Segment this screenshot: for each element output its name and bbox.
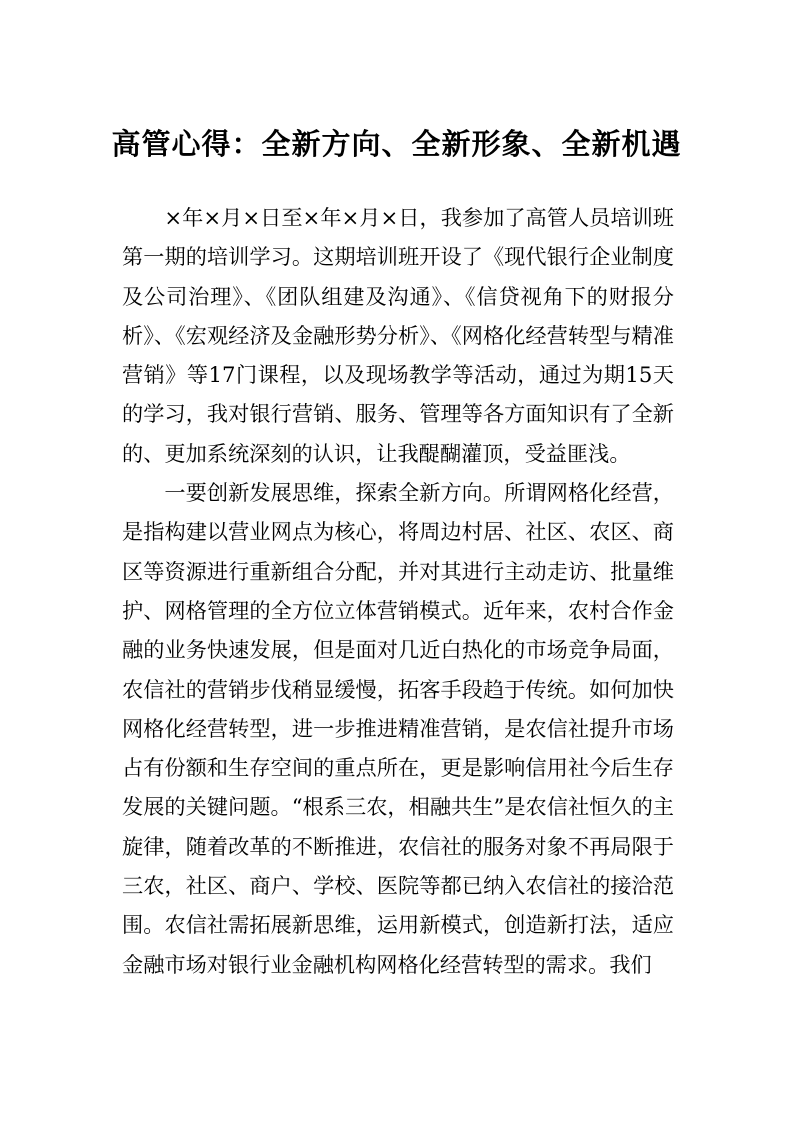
document-title: 高管心得：全新方向、全新形象、全新机遇 bbox=[111, 127, 682, 161]
paragraph-intro: ×年×月×日至×年×月×日，我参加了高管人员培训班第一期的培训学习。这期培训班开设了《现代银行企业制度及公司治理》、《团队组建及沟通》、《信贷视角下的财报分析》、《宏观经济及金融形势分析》、《网格化经营转型与精准营销》等17门课程，以及现场教学等活动，通过为期15天的学习，我对银行营销、服务、管理等各方面知识有了全新的、更加系统深刻的认识，让我醍醐灌顶，受益匪浅。 bbox=[122, 205, 674, 466]
document-body bbox=[122, 198, 674, 984]
paragraph-innovation: 一要创新发展思维，探索全新方向。所谓网格化经营，是指构建以营业网点为核心，将周边村居、社区、农区、商区等资源进行重新组合分配，并对其进行主动走访、批量维护、网格管理的全方位立体营销模式。近年来，农村合作金融的业务快速发展，但是面对几近白热化的市场竞争局面，农信社的营销步伐稍显缓慢，拓客手段趋于传统。如何加快网格化经营转型，进一步推进精准营销，是农信社提升市场占有份额和生存空间的重点所在，更是影响信用社今后生存发展的关键问题。“根系三农，相融共生”是农信社恒久的主旋律，随着改革的不断推进，农信社的服务对象不再局限于三农，社区、商户、学校、医院等都已纳入农信社的接洽范围。农信社需拓展新思维，运用新模式，创造新打法，适应金融市场对银行业金融机构网格化经营转型的需求。我们 bbox=[122, 480, 674, 977]
